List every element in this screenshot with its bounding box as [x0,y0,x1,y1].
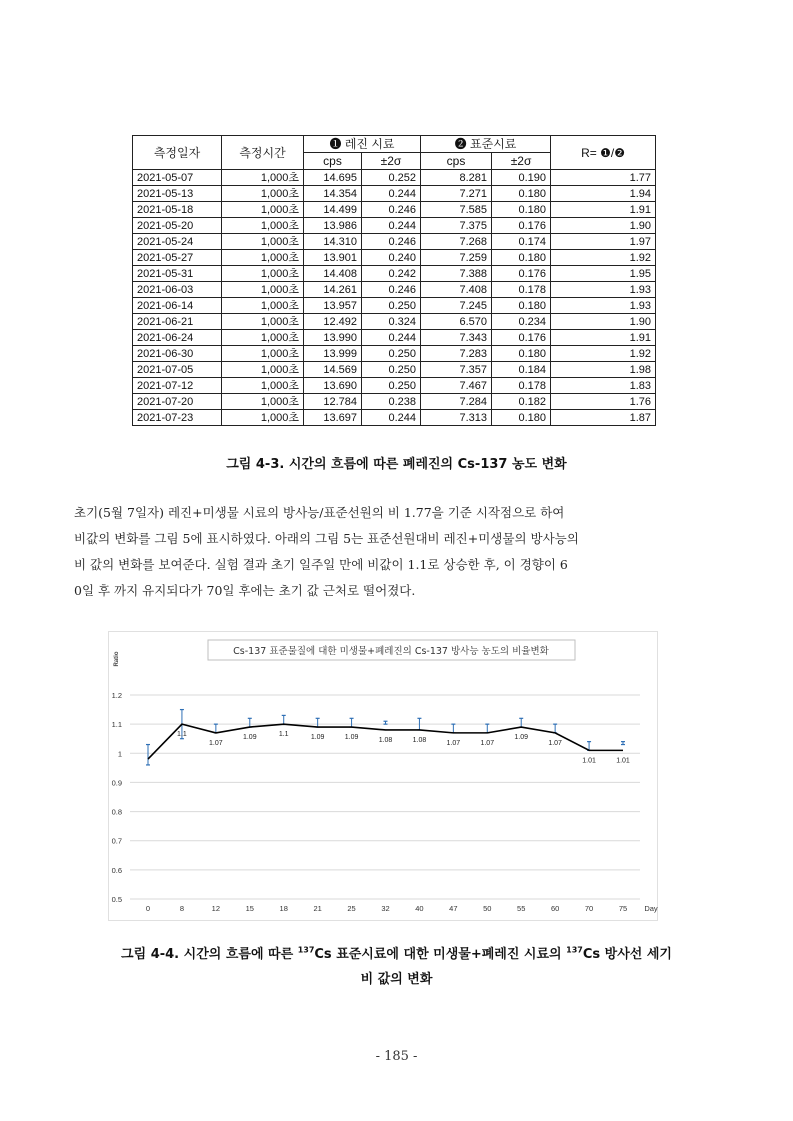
cell-time: 1,000초 [222,170,304,186]
paragraph-line: 비값의 변화를 그림 5에 표시하였다. 아래의 그림 5는 표준선원대비 레진+미생물의 방사능의 [74,531,579,546]
y-tick-label: 0.7 [111,836,122,846]
cell-resin-cps: 13.957 [304,298,362,314]
cell-standard-sigma: 0.176 [492,330,551,346]
cell-date: 2021-05-27 [133,250,222,266]
table-row [133,330,656,346]
cell-ratio: 1.83 [551,378,656,394]
data-label: 1.01 [616,757,630,765]
table-row [133,266,656,282]
cell-date: 2021-05-31 [133,266,222,282]
x-tick-label: 21 [313,904,322,913]
table-row [133,170,656,186]
cell-ratio: 1.77 [551,170,656,186]
table-row [133,186,656,202]
cell-standard-sigma: 0.180 [492,250,551,266]
cell-resin-cps: 13.990 [304,330,362,346]
cell-date: 2021-06-14 [133,298,222,314]
data-label: 1.09 [310,734,325,742]
cell-standard-cps: 7.245 [421,298,492,314]
cell-ratio: 1.90 [551,314,656,330]
caption-superscript: 137 [566,945,583,955]
y-tick-label: 0.9 [111,778,122,788]
cell-time: 1,000초 [222,410,304,426]
cell-resin-cps: 14.408 [304,266,362,282]
cell-resin-sigma: 0.252 [362,170,421,186]
cell-date: 2021-06-03 [133,282,222,298]
cell-standard-cps: 7.343 [421,330,492,346]
y-tick-label: 1 [117,749,122,759]
cell-resin-cps: 14.310 [304,234,362,250]
cell-time: 1,000초 [222,282,304,298]
x-axis-label: Day [644,904,658,913]
x-tick-label: 32 [381,904,390,913]
cell-resin-sigma: 0.246 [362,234,421,250]
measurement-table [132,135,656,426]
cell-standard-sigma: 0.184 [492,362,551,378]
cell-standard-cps: 7.283 [421,346,492,362]
cell-standard-cps: 7.388 [421,266,492,282]
cell-ratio: 1.91 [551,202,656,218]
cell-date: 2021-06-24 [133,330,222,346]
cell-time: 1,000초 [222,218,304,234]
header-standard-sigma: ±2σ [492,153,551,170]
figure-caption-line1 [0,943,793,962]
cell-standard-cps: 7.375 [421,218,492,234]
cell-standard-cps: 7.408 [421,282,492,298]
cell-ratio: 1.76 [551,394,656,410]
cell-standard-cps: 7.357 [421,362,492,378]
cell-ratio: 1.93 [551,282,656,298]
cell-standard-cps: 7.259 [421,250,492,266]
data-label: 1.09 [344,734,359,742]
cell-standard-sigma: 0.178 [492,378,551,394]
cell-standard-sigma: 0.234 [492,314,551,330]
cell-date: 2021-05-24 [133,234,222,250]
cell-resin-sigma: 0.244 [362,218,421,234]
caption-part: Cs 표준시료에 대한 미생물+폐레진 시료의 [314,947,567,962]
cell-resin-cps: 13.901 [304,250,362,266]
cell-date: 2021-07-23 [133,410,222,426]
cell-resin-cps: 13.690 [304,378,362,394]
cell-date: 2021-07-12 [133,378,222,394]
table-row [133,282,656,298]
x-tick-label: 18 [279,904,288,913]
cell-standard-sigma: 0.190 [492,170,551,186]
cell-time: 1,000초 [222,394,304,410]
header-standard-sample: ❷ 표준시료 [421,136,551,153]
chart-title: Cs-137 표준물질에 대한 미생물+폐레진의 Cs-137 방사능 농도의 비율변화 [233,646,549,657]
y-tick-label: 0.8 [111,807,122,817]
cell-resin-cps: 13.697 [304,410,362,426]
header-ratio: R= ❶/❷ [551,136,656,170]
cell-ratio: 1.98 [551,362,656,378]
cell-resin-sigma: 0.250 [362,378,421,394]
cell-ratio: 1.91 [551,330,656,346]
cell-standard-sigma: 0.180 [492,298,551,314]
cell-standard-cps: 6.570 [421,314,492,330]
y-tick-label: 1.1 [111,720,122,730]
cell-standard-sigma: 0.182 [492,394,551,410]
x-tick-label: 15 [245,904,254,913]
cell-time: 1,000초 [222,378,304,394]
cell-standard-sigma: 0.180 [492,410,551,426]
figure-caption-line2: 비 값의 변화 [360,972,433,987]
cell-standard-cps: 7.467 [421,378,492,394]
cell-resin-cps: 13.986 [304,218,362,234]
x-tick-label: 40 [415,904,424,913]
cell-ratio: 1.94 [551,186,656,202]
cell-resin-sigma: 0.244 [362,330,421,346]
data-label: 1.07 [480,739,495,747]
cell-ratio: 1.90 [551,218,656,234]
cell-ratio: 1.97 [551,234,656,250]
cell-ratio: 1.95 [551,266,656,282]
x-tick-label: 8 [179,904,185,913]
data-label: 1.1 [177,731,187,739]
cell-standard-sigma: 0.178 [492,282,551,298]
cell-time: 1,000초 [222,234,304,250]
cell-date: 2021-05-18 [133,202,222,218]
cell-resin-sigma: 0.250 [362,298,421,314]
cell-resin-sigma: 0.250 [362,346,421,362]
cell-time: 1,000초 [222,186,304,202]
y-axis-label: Ratio [114,651,120,667]
cell-standard-cps: 7.585 [421,202,492,218]
cell-standard-cps: 7.271 [421,186,492,202]
cell-time: 1,000초 [222,330,304,346]
cell-ratio: 1.93 [551,298,656,314]
cell-standard-sigma: 0.180 [492,186,551,202]
caption-part: 그림 4-4. 시간의 흐름에 따른 [121,947,298,962]
y-tick-label: 1.2 [111,691,122,700]
caption-part: Cs 방사선 세기 [582,947,672,962]
table-row [133,410,656,426]
cell-resin-sigma: 0.246 [362,282,421,298]
header-time: 측정시간 [222,136,304,170]
cell-standard-sigma: 0.180 [492,346,551,362]
cell-resin-cps: 12.784 [304,394,362,410]
cell-time: 1,000초 [222,298,304,314]
table-row [133,378,656,394]
cell-resin-sigma: 0.238 [362,394,421,410]
table-row [133,298,656,314]
cell-resin-cps: 13.999 [304,346,362,362]
table-row [133,346,656,362]
header-resin-cps: cps [304,153,362,170]
cell-resin-cps: 14.499 [304,202,362,218]
cell-standard-cps: 7.313 [421,410,492,426]
header-standard-cps: cps [421,153,492,170]
cell-resin-sigma: 0.244 [362,186,421,202]
cell-time: 1,000초 [222,250,304,266]
x-tick-label: 47 [449,904,458,913]
data-label: 1.08 [378,736,393,744]
cell-date: 2021-05-20 [133,218,222,234]
cell-standard-sigma: 0.176 [492,218,551,234]
cell-time: 1,000초 [222,362,304,378]
cell-date: 2021-06-30 [133,346,222,362]
cell-resin-sigma: 0.246 [362,202,421,218]
cell-resin-sigma: 0.244 [362,410,421,426]
table-row [133,234,656,250]
caption-superscript: 137 [297,945,315,955]
cell-resin-cps: 14.354 [304,186,362,202]
table-row [133,250,656,266]
cell-time: 1,000초 [222,346,304,362]
table-row [133,218,656,234]
cell-resin-cps: 14.695 [304,170,362,186]
data-label: 1.08 [412,736,427,744]
table-row [133,394,656,410]
y-tick-label: 0.5 [111,895,122,904]
table-row [133,202,656,218]
header-resin-sample: ❶ 레진 시료 [304,136,421,153]
data-label: 1.1 [278,731,289,739]
data-label: 1.07 [209,739,223,747]
x-tick-label: 60 [550,904,560,913]
table-caption: 그림 4-3. 시간의 흐름에 따른 폐레진의 Cs-137 농도 변화 [226,457,567,472]
x-tick-label: 12 [211,904,221,913]
data-label: 1.01 [582,757,596,765]
header-resin-sigma: ±2σ [362,153,421,170]
cell-standard-cps: 8.281 [421,170,492,186]
cell-ratio: 1.92 [551,346,656,362]
table-body [133,170,656,426]
cell-date: 2021-05-07 [133,170,222,186]
cell-date: 2021-05-13 [133,186,222,202]
paragraph-line: 초기(5월 7일자) 레진+미생물 시료의 방사능/표준선원의 비 1.77을 기준 시작점으로 하여 [74,505,565,520]
cell-time: 1,000초 [222,314,304,330]
table-row [133,314,656,330]
x-tick-label: 70 [584,904,594,913]
data-label: 1.07 [548,739,562,747]
paragraph-line: 비 값의 변화를 보여준다. 실험 결과 초기 일주일 만에 비값이 1.1로 상승한 후, 이 경향이 6 [74,557,568,572]
x-tick-label: 25 [347,904,356,913]
cell-resin-sigma: 0.250 [362,362,421,378]
cell-standard-cps: 7.284 [421,394,492,410]
paragraph-line: 0일 후 까지 유지되다가 70일 후에는 초기 값 근처로 떨어졌다. [74,583,416,598]
cell-standard-sigma: 0.176 [492,266,551,282]
data-label: 1.07 [446,739,461,747]
header-date: 측정일자 [133,136,222,170]
cell-standard-sigma: 0.174 [492,234,551,250]
table-row [133,362,656,378]
cell-resin-sigma: 0.324 [362,314,421,330]
x-tick-label: 55 [517,904,526,913]
x-tick-label: 50 [483,904,492,913]
cell-date: 2021-07-05 [133,362,222,378]
x-tick-label: 75 [618,904,628,913]
cell-standard-cps: 7.268 [421,234,492,250]
cell-resin-cps: 14.261 [304,282,362,298]
data-label: 1.09 [514,734,529,742]
data-label: 1.09 [242,734,257,742]
cell-standard-sigma: 0.180 [492,202,551,218]
body-paragraph [74,500,724,604]
page-number: - 185 - [375,1049,418,1064]
cell-resin-cps: 12.492 [304,314,362,330]
cell-ratio: 1.87 [551,410,656,426]
cell-date: 2021-06-21 [133,314,222,330]
cell-date: 2021-07-20 [133,394,222,410]
y-tick-label: 0.6 [111,865,122,875]
cell-resin-cps: 14.569 [304,362,362,378]
x-tick-label: 0 [145,904,151,913]
cell-resin-sigma: 0.242 [362,266,421,282]
cell-time: 1,000초 [222,266,304,282]
cell-resin-sigma: 0.240 [362,250,421,266]
cell-ratio: 1.92 [551,250,656,266]
cell-time: 1,000초 [222,202,304,218]
chart-frame [109,632,658,921]
ratio-line-chart [108,631,658,921]
